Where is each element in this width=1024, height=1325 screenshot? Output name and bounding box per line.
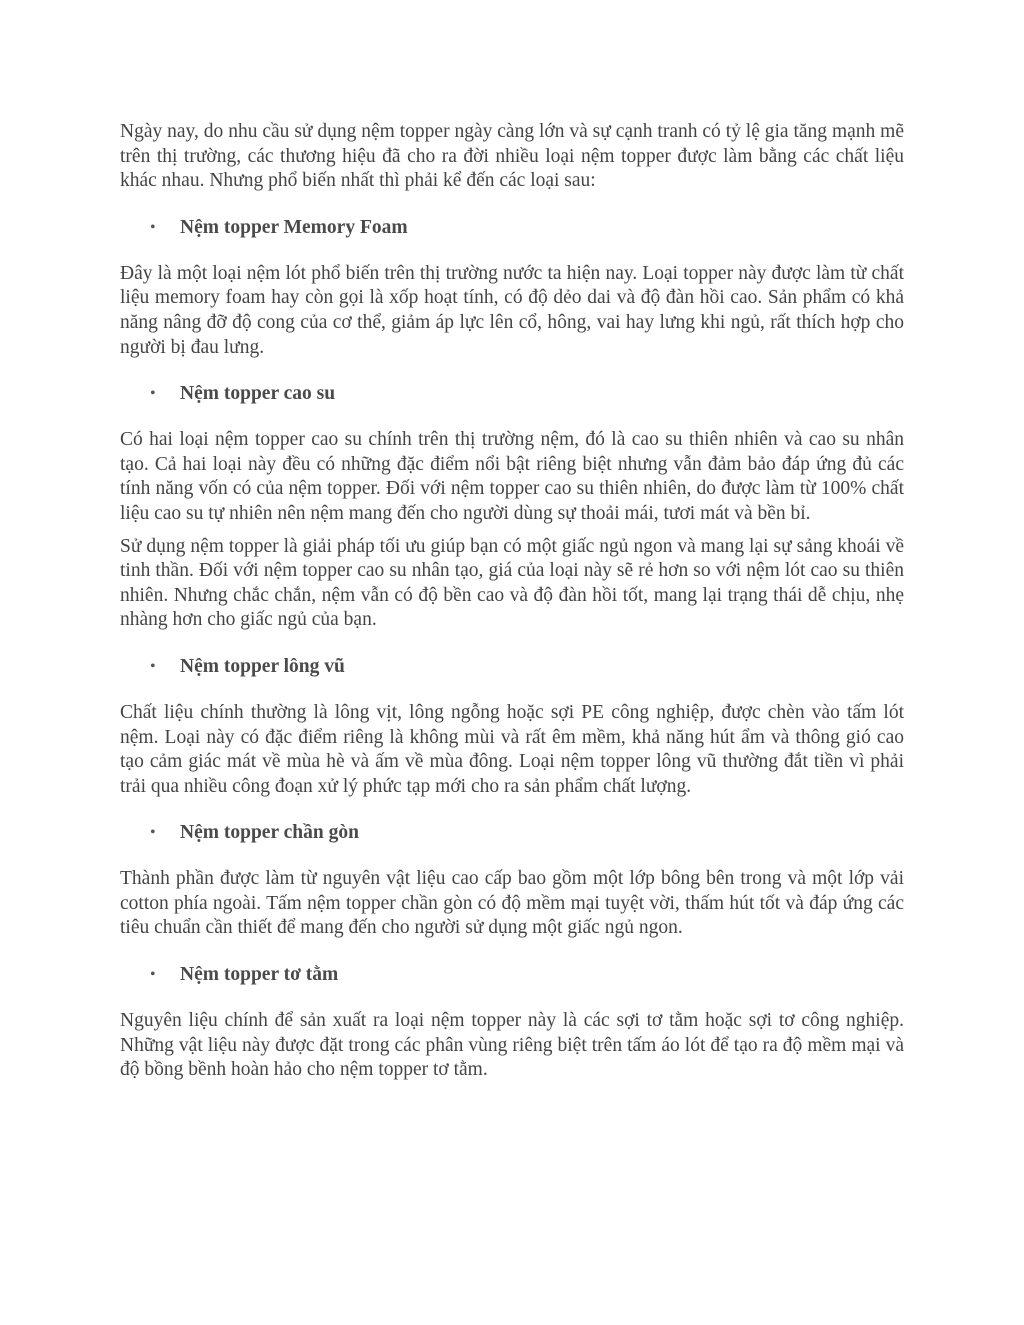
document-page: [120, 120, 904, 1083]
heading-text: Nệm topper cao su: [180, 383, 336, 405]
bullet-icon: •: [150, 385, 156, 403]
chan-gon-paragraph: Thành phần được làm từ nguyên vật liệu cao cấp bao gồm một lớp bông bên trong và một lớp vải cotton phía ngoài. Tấm nệm topper chần gòn có độ mềm mại tuyệt vời, thấm hút tốt và đáp ứng các tiêu chuẩn cần thiết để mang đến cho người sử dụng một giấc ngủ ngon.: [120, 868, 904, 939]
bullet-icon: •: [150, 218, 156, 236]
section-heading-list: [120, 216, 904, 240]
intro-paragraph: Ngày nay, do nhu cầu sử dụng nệm topper ngày càng lớn và sự cạnh tranh có tỷ lệ gia tăng mạnh mẽ trên thị trường, các thương hiệu đã cho ra đời nhiều loại nệm topper được làm bằng các chất liệu khác nhau. Nhưng phổ biến nhất thì phải kể đến các loại sau:: [120, 121, 904, 192]
section-heading-list: [120, 382, 904, 406]
heading-text: Nệm topper tơ tằm: [180, 964, 339, 986]
bullet-icon: •: [150, 657, 156, 675]
section-heading-list: [120, 655, 904, 679]
cao-su-paragraph-1: Có hai loại nệm topper cao su chính trên thị trường nệm, đó là cao su thiên nhiên và cao su nhân tạo. Cả hai loại này đều có những đặc điểm nổi bật riêng biệt nhưng vẫn đảm bảo đáp ứng đủ các tính năng vốn có của nệm topper. Đối với nệm topper cao su thiên nhiên, do được làm từ 100% chất liệu cao su tự nhiên nên nệm mang đến cho người dùng sự thoải mái, tươi mát và bền bỉ.: [120, 429, 904, 524]
section-heading-long-vu: [120, 655, 904, 679]
heading-text: Nệm topper chần gòn: [180, 822, 359, 844]
heading-text: Nệm topper lông vũ: [180, 655, 345, 677]
section-heading-chan-gon: [120, 821, 904, 845]
memory-foam-paragraph: Đây là một loại nệm lót phổ biến trên thị trường nước ta hiện nay. Loại topper này được làm từ chất liệu memory foam hay còn gọi là xốp hoạt tính, có độ dẻo dai và độ đàn hồi cao. Sản phẩm có khả năng nâng đỡ độ cong của cơ thể, giảm áp lực lên cổ, hông, vai hay lưng khi ngủ, rất thích hợp cho người bị đau lưng.: [120, 262, 904, 358]
section-heading-list: [120, 821, 904, 845]
section-heading-list: [120, 963, 904, 987]
bullet-icon: •: [150, 966, 156, 984]
bullet-icon: •: [150, 824, 156, 842]
to-tam-paragraph: Nguyên liệu chính để sản xuất ra loại nệm topper này là các sợi tơ tằm hoặc sợi tơ công nghiệp. Những vật liệu này được đặt trong các phân vùng riêng biệt trên tấm áo lót để tạo ra độ mềm mại và độ bồng bềnh hoàn hảo cho nệm topper tơ tằm.: [120, 1010, 904, 1081]
heading-text: Nệm topper Memory Foam: [180, 216, 408, 238]
section-heading-memory-foam: [120, 216, 904, 240]
cao-su-paragraph-2: Sử dụng nệm topper là giải pháp tối ưu giúp bạn có một giấc ngủ ngon và mang lại sự sảng khoái về tinh thần. Đối với nệm topper cao su nhân tạo, giá của loại này sẽ rẻ hơn so với nệm lót cao su thiên nhiên. Nhưng chắc chắn, nệm vẫn có độ bền cao và độ đàn hồi tốt, mang lại trạng thái dễ chịu, nhẹ nhàng hơn cho giấc ngủ của bạn.: [120, 535, 904, 631]
long-vu-paragraph: Chất liệu chính thường là lông vịt, lông ngỗng hoặc sợi PE công nghiệp, được chèn vào tấm lót nệm. Loại này có đặc điểm riêng là không mùi và rất êm mềm, khả năng hút ẩm và thông gió cao tạo cảm giác mát về mùa hè và ấm về mùa đông. Loại nệm topper lông vũ thường đắt tiền vì phải trải qua nhiều công đoạn xử lý phức tạp mới cho ra sản phẩm chất lượng.: [120, 701, 904, 797]
section-heading-cao-su: [120, 382, 904, 406]
section-heading-to-tam: [120, 963, 904, 987]
